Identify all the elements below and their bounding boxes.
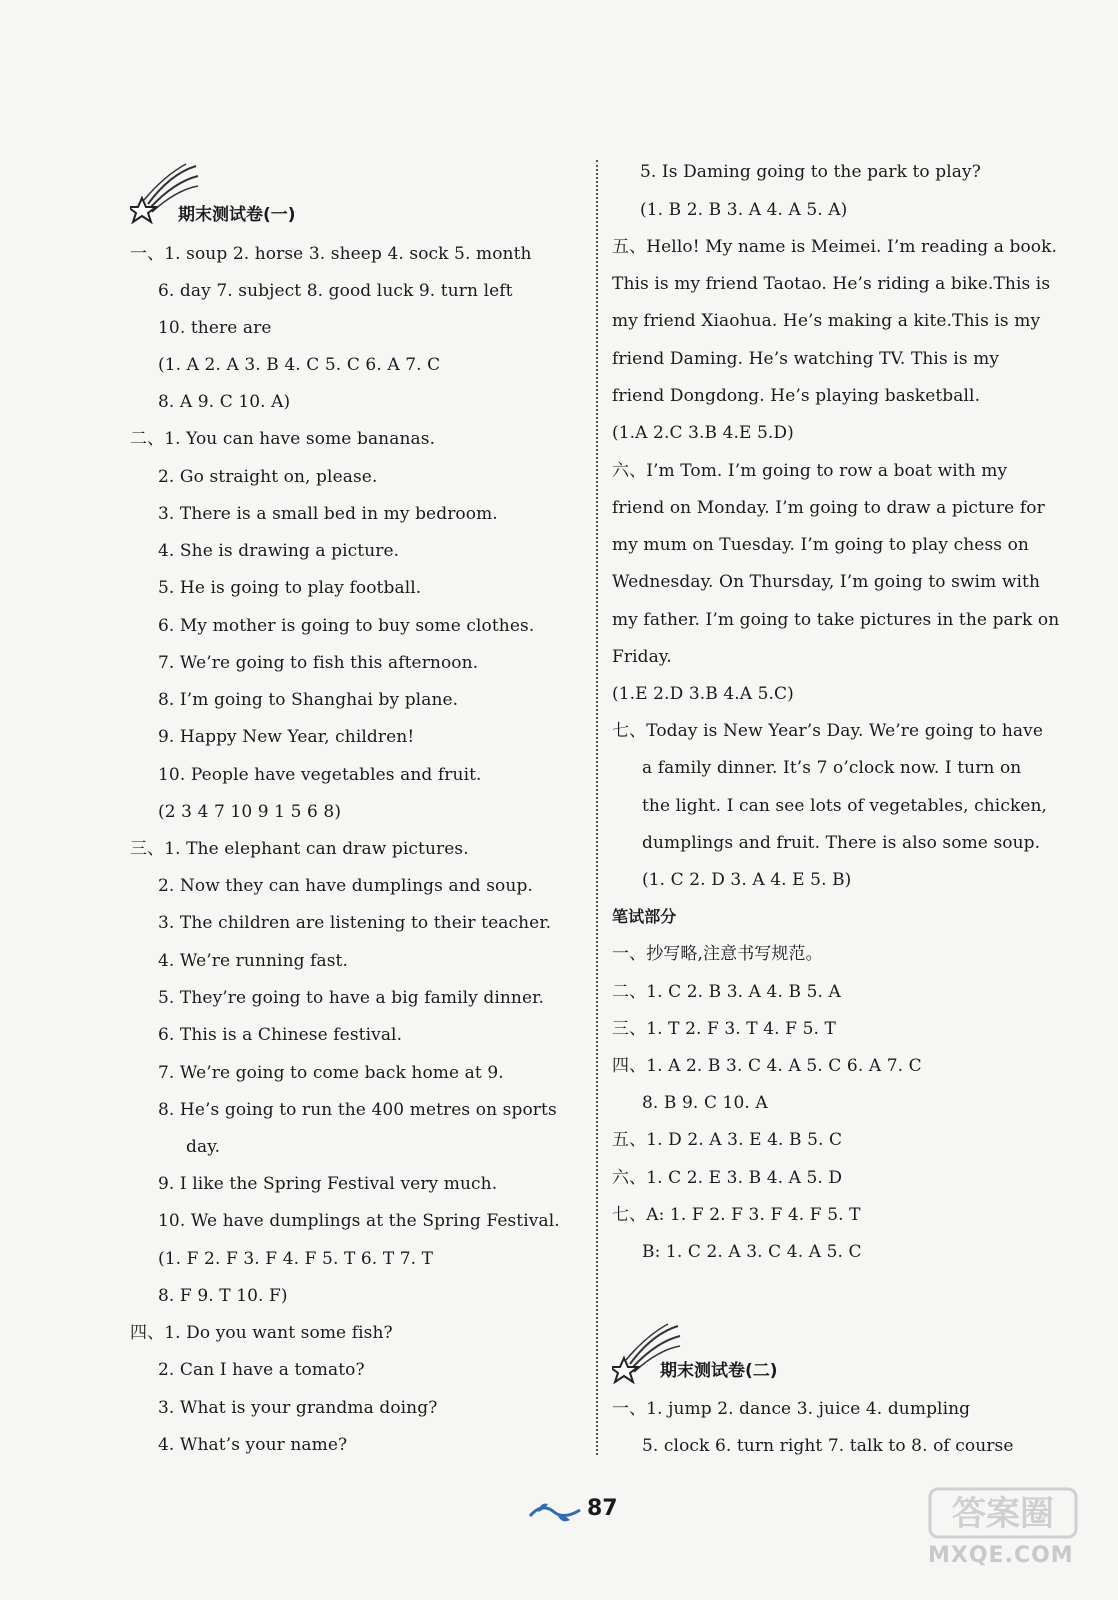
section-header-test-2 <box>612 1320 872 1380</box>
answer-line: 七、Today is New Year’s Day. We’re going to have <box>612 721 1044 741</box>
answer-line: 一、1. jump 2. dance 3. juice 4. dumpling <box>612 1399 971 1419</box>
section-title: 期末测试卷(一) <box>178 205 296 225</box>
page-number: 87 <box>587 1496 618 1521</box>
answer-line: 5. They’re going to have a big family dinner. <box>158 988 544 1008</box>
answer-line: 10. We have dumplings at the Spring Festival. <box>158 1211 560 1231</box>
answer-line: 9. Happy New Year, children! <box>158 727 415 747</box>
answer-line: 8. B 9. C 10. A <box>642 1093 768 1113</box>
answer-line: B: 1. C 2. A 3. C 4. A 5. C <box>642 1242 862 1262</box>
answer-line: friend on Monday. I’m going to draw a picture for <box>612 498 1045 518</box>
watermark-logo <box>928 1485 1078 1541</box>
answer-line: (1. C 2. D 3. A 4. E 5. B) <box>642 870 852 890</box>
answer-line: day. <box>186 1137 221 1157</box>
answer-line: 3. What is your grandma doing? <box>158 1398 438 1418</box>
written-part-heading: 笔试部分 <box>612 907 677 926</box>
answer-line: 3. There is a small bed in my bedroom. <box>158 504 498 524</box>
answer-line: my mum on Tuesday. I’m going to play chess on <box>612 535 1029 555</box>
answer-line: 2. Now they can have dumplings and soup. <box>158 876 533 896</box>
answer-line: 8. F 9. T 10. F) <box>158 1286 288 1306</box>
answer-line: dumplings and fruit. There is also some soup. <box>642 833 1041 853</box>
answer-line: 2. Go straight on, please. <box>158 467 378 487</box>
answer-line: 9. I like the Spring Festival very much. <box>158 1174 498 1194</box>
answer-line: 四、1. A 2. B 3. C 4. A 5. C 6. A 7. C <box>612 1056 922 1076</box>
answer-line: friend Daming. He’s watching TV. This is my <box>612 349 1000 369</box>
answer-line: 七、A: 1. F 2. F 3. F 4. F 5. T <box>612 1205 861 1225</box>
leaf-ornament-icon <box>528 1498 582 1526</box>
answer-line: my friend Xiaohua. He’s making a kite.This is my <box>612 311 1041 331</box>
answer-line: 5. clock 6. turn right 7. talk to 8. of course <box>642 1436 1014 1456</box>
section-title: 期末测试卷(二) <box>660 1361 778 1381</box>
answer-line: 7. We’re going to fish this afternoon. <box>158 653 479 673</box>
column-divider <box>596 160 598 1455</box>
answer-line: a family dinner. It’s 7 o’clock now. I turn on <box>642 758 1022 778</box>
answer-line: 五、1. D 2. A 3. E 4. B 5. C <box>612 1130 843 1150</box>
answer-line: 4. She is drawing a picture. <box>158 541 400 561</box>
answer-line: 10. People have vegetables and fruit. <box>158 765 482 785</box>
answer-line: 二、1. You can have some bananas. <box>130 429 436 449</box>
answer-line: 8. He’s going to run the 400 metres on sports <box>158 1100 557 1120</box>
answer-line: 三、1. T 2. F 3. T 4. F 5. T <box>612 1019 836 1039</box>
answer-line: 一、抄写略,注意书写规范。 <box>612 944 823 964</box>
answer-line: (1. A 2. A 3. B 4. C 5. C 6. A 7. C <box>158 355 441 375</box>
answer-line: 2. Can I have a tomato? <box>158 1360 365 1380</box>
answer-line: 六、I’m Tom. I’m going to row a boat with my <box>612 461 1008 481</box>
answer-line: 4. What’s your name? <box>158 1435 348 1455</box>
answer-line: (1. F 2. F 3. F 4. F 5. T 6. T 7. T <box>158 1249 434 1269</box>
answer-line: 三、1. The elephant can draw pictures. <box>130 839 469 859</box>
answer-line: 二、1. C 2. B 3. A 4. B 5. A <box>612 982 841 1002</box>
answer-line: 六、1. C 2. E 3. B 4. A 5. D <box>612 1168 843 1188</box>
answer-line: 一、1. soup 2. horse 3. sheep 4. sock 5. month <box>130 244 532 264</box>
answer-line: 6. My mother is going to buy some clothes. <box>158 616 535 636</box>
answer-line: (1.A 2.C 3.B 4.E 5.D) <box>612 423 794 443</box>
section-header-test-1 <box>130 160 390 225</box>
answer-line: 7. We’re going to come back home at 9. <box>158 1063 504 1083</box>
answer-line: 四、1. Do you want some fish? <box>130 1323 393 1343</box>
answer-line: Wednesday. On Thursday, I’m going to swim with <box>612 572 1040 592</box>
answer-line: 5. He is going to play football. <box>158 578 422 598</box>
answer-line: 五、Hello! My name is Meimei. I’m reading a book. <box>612 237 1058 257</box>
answer-line: 4. We’re running fast. <box>158 951 348 971</box>
answer-line: friend Dongdong. He’s playing basketball. <box>612 386 981 406</box>
answer-line: 8. A 9. C 10. A) <box>158 392 291 412</box>
answer-line: This is my friend Taotao. He’s riding a bike.This is <box>612 274 1051 294</box>
answer-line: 3. The children are listening to their teacher. <box>158 913 552 933</box>
answer-line: the light. I can see lots of vegetables, chicken, <box>642 796 1048 816</box>
watermark-url: MXQE.COM <box>928 1543 1074 1568</box>
answer-line: my father. I’m going to take pictures in the park on <box>612 610 1060 630</box>
answer-line: 5. Is Daming going to the park to play? <box>640 162 981 182</box>
answer-line: 10. there are <box>158 318 272 338</box>
answer-line: (1.E 2.D 3.B 4.A 5.C) <box>612 684 794 704</box>
svg-text:答案圈: 答案圈 <box>952 1494 1054 1534</box>
answer-line: 6. day 7. subject 8. good luck 9. turn left <box>158 281 513 301</box>
answer-line: Friday. <box>612 647 672 667</box>
answer-line: (1. B 2. B 3. A 4. A 5. A) <box>640 200 848 220</box>
answer-line: 6. This is a Chinese festival. <box>158 1025 403 1045</box>
answer-line: 8. I’m going to Shanghai by plane. <box>158 690 459 710</box>
answer-line: (2 3 4 7 10 9 1 5 6 8) <box>158 802 342 822</box>
